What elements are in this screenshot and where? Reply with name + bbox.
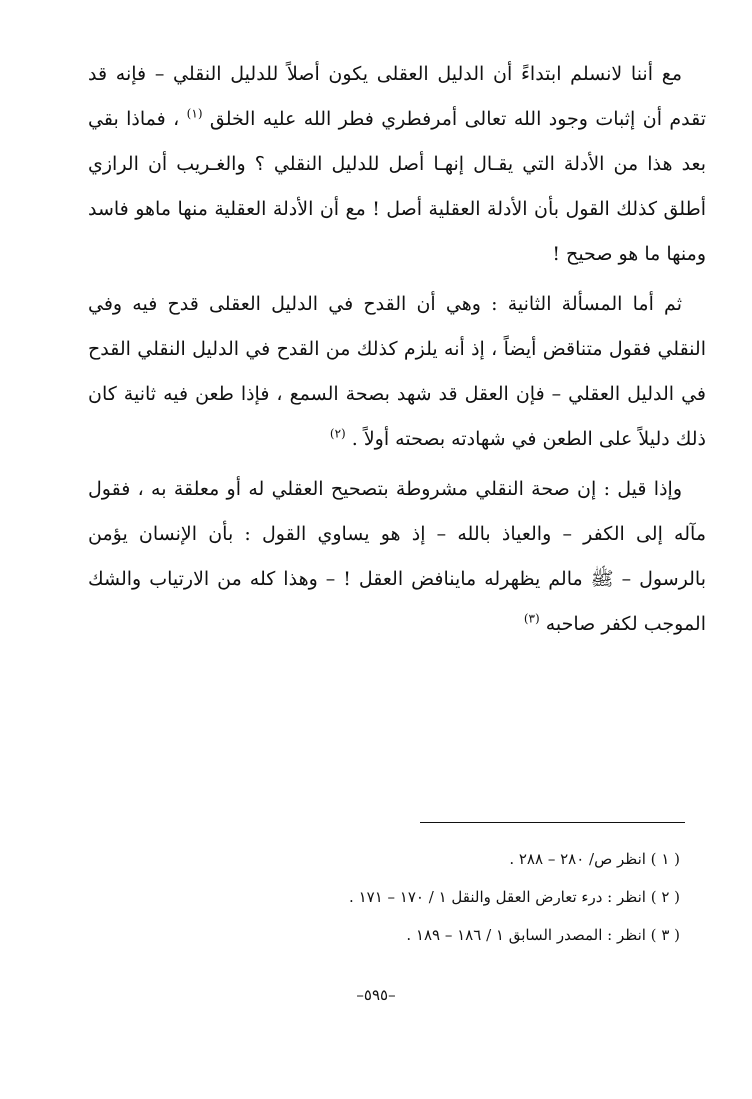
paragraph-2 — [88, 282, 706, 462]
footnote-ref-2: (٢) — [329, 426, 346, 441]
footnote-1: ( ١ ) انظر ص/ ٢٨٠ – ٢٨٨ . — [509, 850, 680, 868]
paragraph-3-text: وإذا قيل : إن صحة النقلي مشروطة بتصحيح العقلي له أو معلقة به ، فقول مآله إلى الكفر – والعياذ بالله – إذ هو يساوي القول : بأن الإنسان يؤمن بالرسول – ﷺ مالم يظهرله ماينافض العقل ! – وهذا كله من الارتياب والشك الموجب لكفر صاحبه — [88, 478, 706, 635]
paragraph-3 — [88, 467, 706, 647]
footnote-ref-3: (٣) — [523, 611, 540, 626]
page-number: –٥٩٥– — [356, 986, 396, 1004]
paragraph-1 — [88, 52, 706, 277]
paragraph-1-continuation: ، فماذا بقي بعد هذا من الأدلة التي يقـال إنهـا أصل للدليل النقلي ؟ والغـريب أن الرازي أطلق كذلك القول بأن الأدلة العقلية أصل ! مع أن الأدلة العقلية منها ماهو فاسد ومنها ما هو صحيح ! — [88, 108, 706, 265]
footnote-3: ( ٣ ) انظر : المصدر السابق ١ / ١٨٦ – ١٨٩ . — [406, 926, 680, 944]
footnote-ref-1: (١) — [186, 106, 203, 121]
footnote-2: ( ٢ ) انظر : درء تعارض العقل والنقل ١ / ١٧٠ – ١٧١ . — [349, 888, 680, 906]
paragraph-2-text: ثم أما المسألة الثانية : وهي أن القدح في الدليل العقلى قدح فيه وفي النقلي فقول متناقض أيضاً ، إذ أنه يلزم كذلك من القدح في الدليل النقلي القدح في الدليل العقلي – فإن العقل قد شهد بصحة السمع ، فإذا طعن فيه ثانية كان ذلك دليلاً على الطعن في شهادته بصحته أولاً . — [88, 293, 706, 450]
footnotes — [200, 840, 680, 954]
footnote-separator — [420, 822, 685, 823]
paragraph-1-text: مع أننا لانسلم ابتداءً أن الدليل العقلى يكون أصلاً للدليل النقلي – فإنه قد تقدم أن إثبات وجود الله تعالى أمرفطري فطر الله عليه الخلق — [88, 63, 707, 130]
